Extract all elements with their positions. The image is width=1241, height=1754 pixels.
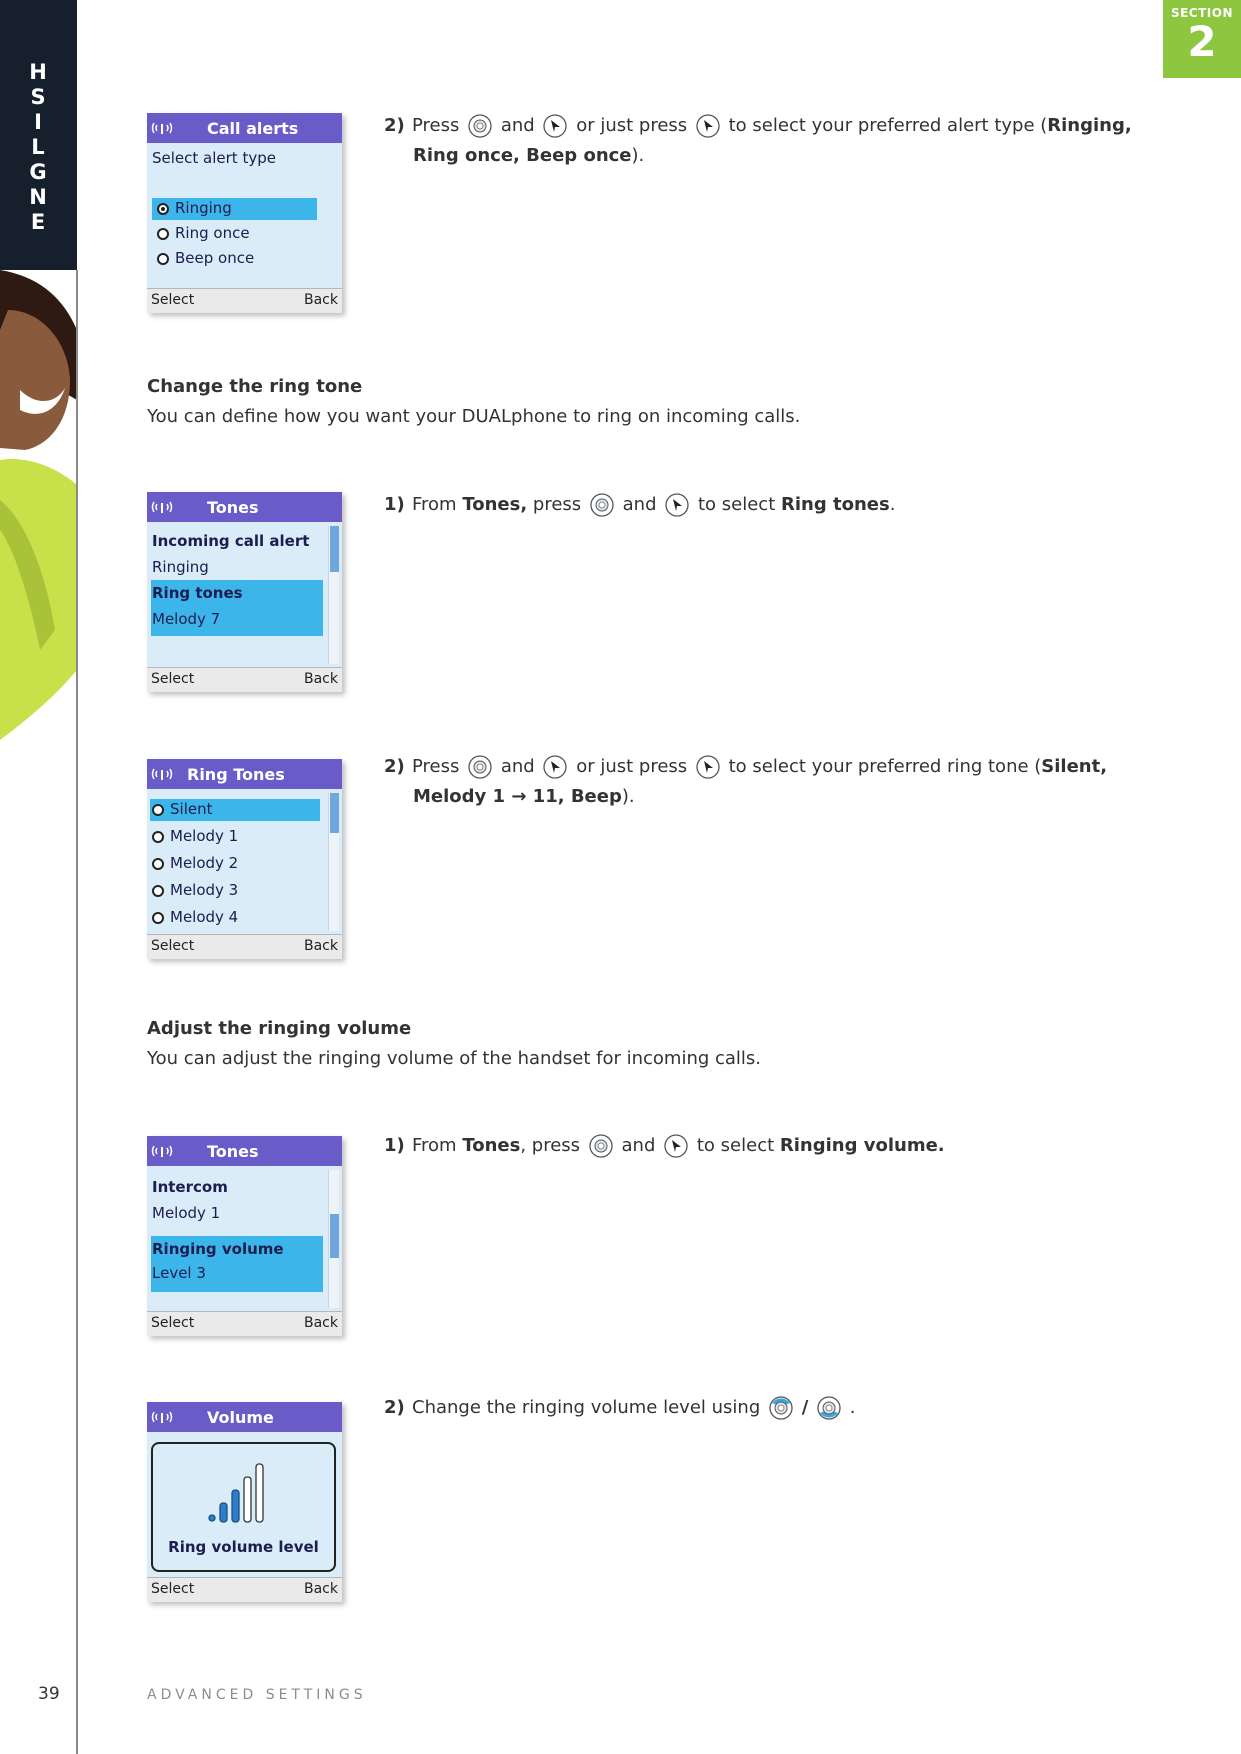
softkey-back[interactable]: Back: [304, 671, 338, 687]
tones-screen: [147, 492, 342, 692]
softkey-select[interactable]: Select: [151, 1581, 195, 1597]
volume-step-2: 2) Change the ringing volume level using / .: [384, 1393, 1144, 1423]
screen-header: [147, 1402, 342, 1432]
ok-key-icon: [695, 754, 721, 780]
alert-step-2: 2) Press and or just press to select your preferred alert type (Ringing, Ring once, Beep once).: [384, 115, 1132, 166]
softkey-bar: [147, 288, 342, 313]
ringtone-description: You can define how you want your DUALphone to ring on incoming calls.: [147, 406, 801, 427]
volume-label: Ring volume level: [168, 1538, 319, 1556]
ok-key-icon: [542, 113, 568, 139]
softkey-select[interactable]: Select: [151, 938, 195, 954]
volume-step-1: 1) From Tones, press and to select Ringing volume.: [384, 1131, 1144, 1161]
ringtone-heading: Change the ring tone: [147, 376, 363, 397]
softkey-back[interactable]: Back: [304, 938, 338, 954]
option-row[interactable]: Silent: [152, 800, 212, 818]
option-row[interactable]: Ringing: [157, 199, 232, 217]
language-label: E N G L I S H: [29, 60, 47, 234]
volume-description: You can adjust the ringing volume of the handset for incoming calls.: [147, 1048, 762, 1069]
radio-icon: [157, 228, 169, 240]
option-row[interactable]: Melody 1: [152, 827, 238, 845]
radio-icon: [152, 804, 164, 816]
softkey-back[interactable]: Back: [304, 1581, 338, 1597]
option-row[interactable]: Ring once: [157, 224, 250, 242]
scrollbar[interactable]: [328, 1170, 339, 1308]
softkey-select[interactable]: Select: [151, 671, 195, 687]
radio-selected-icon: [157, 203, 169, 215]
signal-icon: [151, 499, 173, 515]
menu-item-value: Melody 1: [152, 1204, 221, 1222]
page-number: 39: [38, 1684, 60, 1704]
nav-key-icon: [467, 113, 493, 139]
nav-key-icon: [588, 1133, 614, 1159]
ringtone-step-2: 2) Press and or just press to select your preferred ring tone (Silent, Melody 1 → 11, Beep).: [384, 756, 1108, 807]
screen-title: Tones: [207, 498, 259, 517]
ring-tones-screen: [147, 759, 342, 959]
nav-key-icon: [589, 492, 615, 518]
volume-heading: Adjust the ringing volume: [147, 1018, 412, 1039]
screen-header: [147, 1136, 342, 1166]
signal-icon: [151, 766, 173, 782]
option-row[interactable]: Beep once: [157, 249, 254, 267]
scroll-thumb[interactable]: [330, 793, 339, 833]
volume-level-icon: [153, 1444, 334, 1534]
screen-title: Volume: [207, 1408, 274, 1427]
volume-down-key-icon: [816, 1395, 842, 1421]
volume-up-key-icon: [768, 1395, 794, 1421]
ok-key-icon: [663, 1133, 689, 1159]
woman-photo: [0, 270, 77, 740]
screen-title: Tones: [207, 1142, 259, 1161]
menu-item-label[interactable]: Intercom: [152, 1178, 228, 1196]
tones-volume-screen: [147, 1136, 342, 1336]
ok-key-icon: [664, 492, 690, 518]
menu-item-value: Melody 7: [152, 610, 221, 628]
signal-icon: [151, 1143, 173, 1159]
volume-bar: [232, 1490, 239, 1522]
rail-divider: [76, 270, 78, 1754]
radio-icon: [152, 831, 164, 843]
softkey-select[interactable]: Select: [151, 1315, 195, 1331]
section-word: SECTION: [1170, 6, 1234, 20]
radio-icon: [152, 885, 164, 897]
volume-bar: [209, 1515, 215, 1521]
menu-item-label[interactable]: Ringing volume: [152, 1240, 284, 1258]
ok-key-icon: [542, 754, 568, 780]
screen-header: [147, 113, 342, 143]
screen-subtitle: Select alert type: [152, 149, 276, 167]
signal-icon: [151, 1409, 173, 1425]
ringtone-step-1: 1) From Tones, press and to select Ring tones.: [384, 490, 1144, 520]
softkey-back[interactable]: Back: [304, 292, 338, 308]
scroll-thumb[interactable]: [330, 1214, 339, 1258]
radio-icon: [157, 253, 169, 265]
volume-screen: [147, 1402, 342, 1602]
softkey-bar: [147, 667, 342, 692]
softkey-bar: [147, 934, 342, 959]
ok-key-icon: [695, 113, 721, 139]
menu-item-label[interactable]: Ring tones: [152, 584, 243, 602]
call-alerts-screen: [147, 113, 342, 313]
scrollbar[interactable]: [328, 793, 339, 931]
screen-title: Ring Tones: [187, 765, 285, 784]
scrollbar[interactable]: [328, 526, 339, 664]
softkey-bar: [147, 1577, 342, 1602]
option-row[interactable]: Melody 3: [152, 881, 238, 899]
nav-key-icon: [467, 754, 493, 780]
screen-title: Call alerts: [207, 119, 299, 138]
volume-bar: [256, 1464, 263, 1522]
softkey-back[interactable]: Back: [304, 1315, 338, 1331]
radio-icon: [152, 858, 164, 870]
option-row[interactable]: Melody 4: [152, 908, 238, 926]
radio-icon: [152, 912, 164, 924]
volume-bar: [220, 1503, 227, 1522]
screen-header: [147, 759, 342, 789]
scroll-thumb[interactable]: [330, 526, 339, 572]
signal-icon: [151, 120, 173, 136]
volume-bar: [244, 1477, 251, 1522]
menu-item-value: Ringing: [152, 558, 209, 576]
section-tab: [1163, 0, 1241, 78]
menu-item-value: Level 3: [152, 1264, 206, 1282]
screen-header: [147, 492, 342, 522]
softkey-bar: [147, 1311, 342, 1336]
menu-item-label[interactable]: Incoming call alert: [152, 532, 310, 550]
volume-panel: [151, 1442, 336, 1572]
softkey-select[interactable]: Select: [151, 292, 195, 308]
section-number: 2: [1187, 17, 1217, 66]
option-row[interactable]: Melody 2: [152, 854, 238, 872]
footer-section-label: ADVANCED SETTINGS: [147, 1687, 367, 1703]
